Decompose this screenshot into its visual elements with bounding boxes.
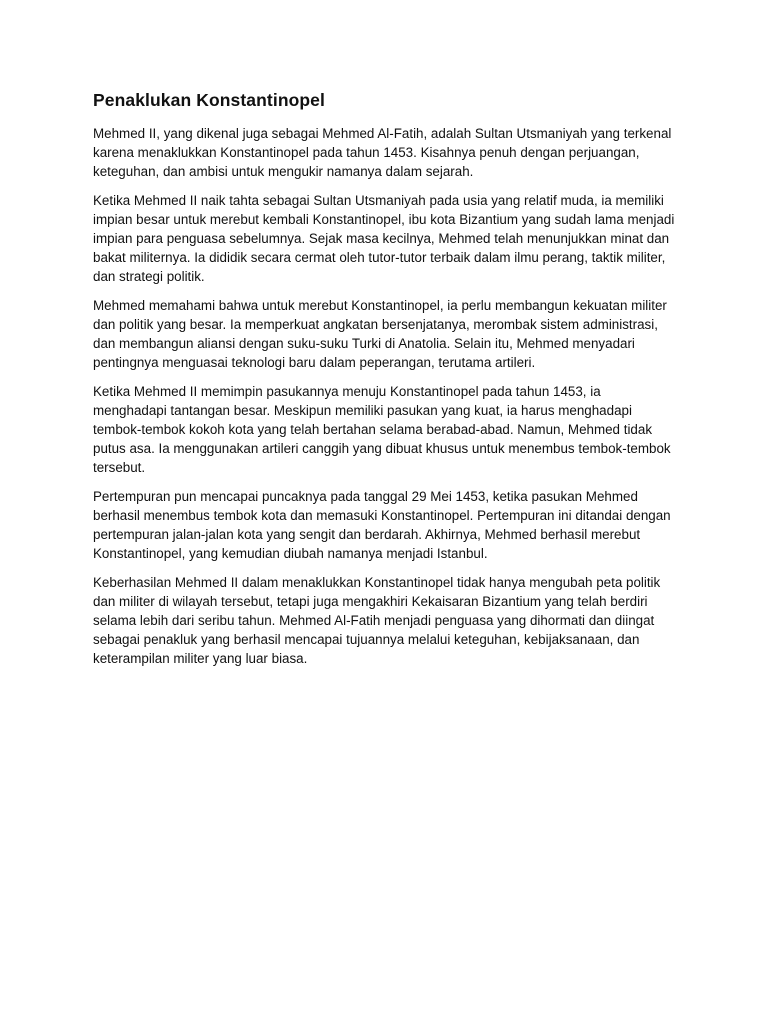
paragraph-2: Ketika Mehmed II naik tahta sebagai Sultan Utsmaniyah pada usia yang relatif muda, ia memiliki impian besar untuk merebut kembali Konstantinopel, ibu kota Bizantium yang sudah lama menjadi impian para penguasa sebelumnya. Sejak masa kecilnya, Mehmed telah menunjukkan minat dan bakat militernya. Ia dididik secara cermat oleh tutor-tutor terbaik dalam ilmu perang, taktik militer, dan strategi politik. bbox=[93, 193, 675, 284]
document-title: Penaklukan Konstantinopel bbox=[93, 90, 325, 110]
paragraph-3: Mehmed memahami bahwa untuk merebut Konstantinopel, ia perlu membangun kekuatan militer dan politik yang besar. Ia memperkuat angkatan bersenjatanya, merombak sistem administrasi, dan membangun aliansi dengan suku-suku Turki di Anatolia. Selain itu, Mehmed menyadari pentingnya menguasai teknologi baru dalam peperangan, terutama artileri. bbox=[93, 298, 667, 370]
paragraph-6: Keberhasilan Mehmed II dalam menaklukkan Konstantinopel tidak hanya mengubah peta politik dan militer di wilayah tersebut, tetapi juga mengakhiri Kekaisaran Bizantium yang telah berdiri selama lebih dari seribu tahun. Mehmed Al-Fatih menjadi penguasa yang dihormati dan diingat sebagai penakluk yang berhasil mencapai tujuannya melalui keteguhan, kebijaksanaan, dan keterampilan militer yang luar biasa. bbox=[93, 575, 661, 666]
paragraph-1: Mehmed II, yang dikenal juga sebagai Mehmed Al-Fatih, adalah Sultan Utsmaniyah yang terkenal karena menaklukkan Konstantinopel pada tahun 1453. Kisahnya penuh dengan perjuangan, keteguhan, dan ambisi untuk mengukir namanya dalam sejarah. bbox=[93, 126, 672, 179]
paragraph-4: Ketika Mehmed II memimpin pasukannya menuju Konstantinopel pada tahun 1453, ia menghadapi tantangan besar. Meskipun memiliki pasukan yang kuat, ia harus menghadapi tembok-tembok kokoh kota yang telah bertahan selama berabad-abad. Namun, Mehmed tidak putus asa. Ia menggunakan artileri canggih yang dibuat khusus untuk menembus tembok-tembok tersebut. bbox=[93, 384, 671, 475]
paragraph-5: Pertempuran pun mencapai puncaknya pada tanggal 29 Mei 1453, ketika pasukan Mehmed berhasil menembus tembok kota dan memasuki Konstantinopel. Pertempuran ini ditandai dengan pertempuran jalan-jalan kota yang sengit dan berdarah. Akhirnya, Mehmed berhasil merebut Konstantinopel, yang kemudian diubah namanya menjadi Istanbul. bbox=[93, 489, 671, 561]
document-page bbox=[93, 88, 677, 678]
